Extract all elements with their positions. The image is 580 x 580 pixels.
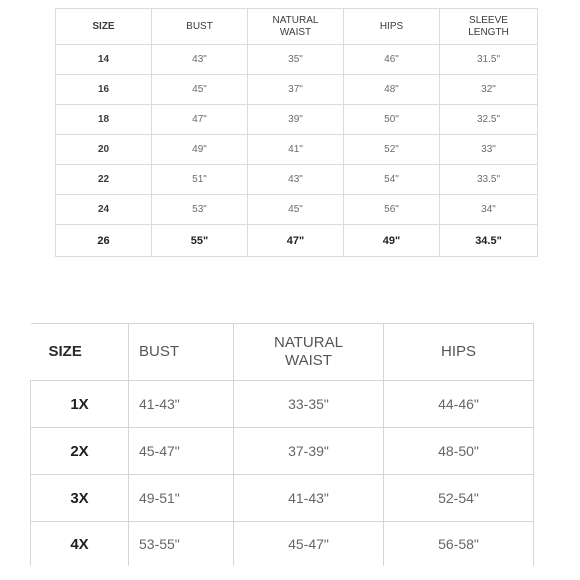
sleeve-cell: 33.5" (440, 165, 538, 195)
waist-cell: 45-47" (234, 522, 384, 567)
waist-cell: 45" (248, 195, 344, 225)
bust-cell: 45" (152, 75, 248, 105)
size-cell: 22 (56, 165, 152, 195)
size-cell: 3X (31, 475, 129, 522)
natural-waist-header (248, 9, 344, 45)
bust-cell: 45-47" (129, 428, 234, 475)
hips-cell: 52" (344, 135, 440, 165)
sleeve-cell: 31.5" (440, 45, 538, 75)
bust-cell: 49-51" (129, 475, 234, 522)
waist-cell: 47" (248, 225, 344, 257)
bust-header: BUST (152, 9, 248, 45)
sleeve-cell: 32.5" (440, 105, 538, 135)
table-row (56, 135, 538, 165)
sleeve-length-header (440, 9, 538, 45)
bust-cell: 55" (152, 225, 248, 257)
hips-cell: 48" (344, 75, 440, 105)
header-line: SLEEVE (469, 14, 508, 26)
size-chart-plus (30, 323, 534, 566)
table-row (56, 75, 538, 105)
sleeve-cell: 34.5" (440, 225, 538, 257)
bust-cell: 47" (152, 105, 248, 135)
waist-cell: 39" (248, 105, 344, 135)
size-chart-numeric (55, 8, 538, 257)
header-line: LENGTH (468, 26, 509, 38)
waist-cell: 33-35" (234, 381, 384, 428)
header-line: NATURAL (272, 14, 319, 26)
hips-cell: 54" (344, 165, 440, 195)
header-row (31, 324, 534, 381)
size-header: SIZE (56, 9, 152, 45)
waist-cell: 41" (248, 135, 344, 165)
size-header: SIZE (31, 324, 129, 381)
hips-cell: 56" (344, 195, 440, 225)
hips-cell: 44-46" (384, 381, 534, 428)
size-cell: 24 (56, 195, 152, 225)
header-line: WAIST (285, 352, 332, 369)
hips-cell: 56-58" (384, 522, 534, 567)
size-cell: 16 (56, 75, 152, 105)
hips-header: HIPS (344, 9, 440, 45)
bust-cell: 53" (152, 195, 248, 225)
sleeve-cell: 34" (440, 195, 538, 225)
size-cell: 1X (31, 381, 129, 428)
bust-cell: 43" (152, 45, 248, 75)
size-cell: 20 (56, 135, 152, 165)
table-row (56, 225, 538, 257)
bust-cell: 49" (152, 135, 248, 165)
hips-cell: 46" (344, 45, 440, 75)
table-row (56, 105, 538, 135)
header-line: WAIST (279, 26, 312, 38)
hips-header: HIPS (384, 324, 534, 381)
table-row (56, 45, 538, 75)
waist-cell: 41-43" (234, 475, 384, 522)
waist-cell: 37" (248, 75, 344, 105)
bust-cell: 53-55" (129, 522, 234, 567)
hips-cell: 48-50" (384, 428, 534, 475)
bust-cell: 51" (152, 165, 248, 195)
header-row (56, 9, 538, 45)
waist-cell: 37-39" (234, 428, 384, 475)
hips-cell: 50" (344, 105, 440, 135)
table-row (56, 195, 538, 225)
size-cell: 4X (31, 522, 129, 567)
waist-cell: 35" (248, 45, 344, 75)
table-row (56, 165, 538, 195)
table-row (31, 475, 534, 522)
waist-cell: 43" (248, 165, 344, 195)
hips-cell: 52-54" (384, 475, 534, 522)
sleeve-cell: 32" (440, 75, 538, 105)
bust-cell: 41-43" (129, 381, 234, 428)
table-row (31, 428, 534, 475)
header-line: NATURAL (274, 334, 343, 351)
size-cell: 18 (56, 105, 152, 135)
natural-waist-header (234, 324, 384, 381)
size-cell: 14 (56, 45, 152, 75)
hips-cell: 49" (344, 225, 440, 257)
table-row (31, 381, 534, 428)
size-cell: 26 (56, 225, 152, 257)
size-cell: 2X (31, 428, 129, 475)
table-row (31, 522, 534, 567)
bust-header: BUST (129, 324, 234, 381)
sleeve-cell: 33" (440, 135, 538, 165)
